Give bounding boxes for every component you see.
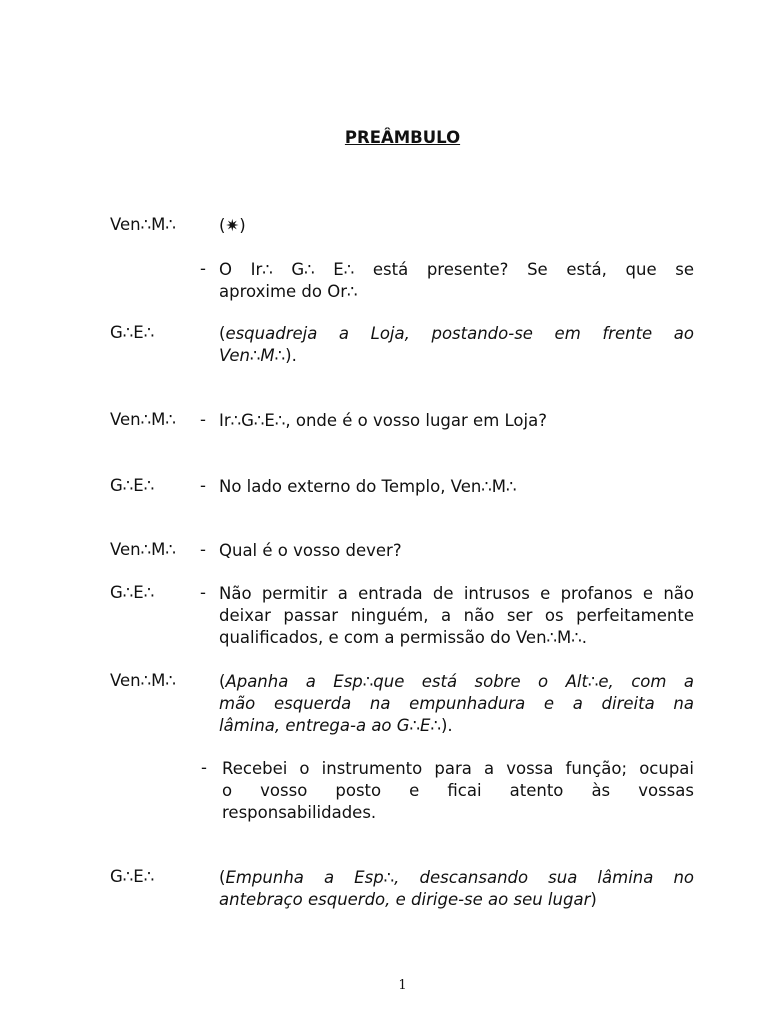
stage-direction: [219, 867, 694, 911]
stage-direction-line: Empunha a Esp∴, descansando sua lâmina no: [225, 868, 694, 887]
dialogue-line: No lado externo do Templo, Ven∴M∴: [219, 477, 517, 496]
page-number: 1: [398, 978, 407, 993]
stage-direction-line: mão esquerda na empunhadura e a direita na: [219, 694, 694, 713]
speaker-label: Ven∴M∴: [110, 671, 176, 690]
dialogue-dash: -: [200, 476, 206, 495]
stage-direction-line: Ven∴M∴: [219, 346, 286, 365]
stage-direction-line: Apanha a Esp∴que está sobre o Alt∴e, com a: [225, 672, 694, 691]
dialogue-dash: -: [200, 259, 206, 278]
speaker-label: G∴E∴: [110, 867, 155, 886]
speaker-label: Ven∴M∴: [110, 540, 176, 559]
speaker-label: G∴E∴: [110, 583, 155, 602]
paren-close: ).: [440, 716, 453, 735]
dialogue-dash: -: [200, 540, 206, 559]
stage-direction-line: lâmina, entrega-a ao G∴E∴: [219, 716, 441, 735]
dialogue-line: responsabilidades.: [222, 803, 377, 822]
dialogue-line: Não permitir a entrada de intrusos e profanos e não: [219, 584, 694, 603]
dialogue-text: [222, 758, 694, 824]
dialogue-line: O Ir∴ G∴ E∴ está presente? Se está, que se: [219, 260, 694, 279]
paren-open: (: [219, 672, 226, 691]
speaker-label: Ven∴M∴: [110, 410, 176, 429]
dialogue-line: Qual é o vosso dever?: [219, 541, 402, 560]
dialogue-line: qualificados, e com a permissão do Ven∴M∴.: [219, 628, 588, 647]
paren-close: ): [590, 890, 597, 909]
dialogue-line: o vosso posto e ficai atento às vossas: [222, 781, 694, 800]
stage-direction-line: esquadreja a Loja, postando-se em frente ao: [225, 324, 694, 343]
speaker-label: G∴E∴: [110, 323, 155, 342]
stage-direction: [219, 671, 694, 737]
dialogue-line: deixar passar ninguém, a não ser os perfeitamente: [219, 606, 694, 625]
stage-direction: [219, 323, 694, 367]
dialogue-dash: -: [200, 410, 206, 429]
dialogue-text: [219, 476, 694, 498]
dialogue-text: [219, 410, 694, 432]
dialogue-text: [219, 259, 694, 303]
speaker-label: G∴E∴: [110, 476, 155, 495]
dialogue-line: Recebei o instrumento para a vossa função; ocupai: [222, 759, 694, 778]
stage-direction-line: antebraço esquerdo, e dirige-se ao seu lugar: [219, 890, 591, 909]
paren-close: ).: [285, 346, 297, 365]
dialogue-dash: -: [201, 758, 207, 777]
dialogue-dash: -: [200, 583, 206, 602]
dialogue-line: aproxime do Or∴: [219, 282, 358, 301]
dialogue-text: [219, 583, 694, 649]
paren-open: (: [219, 868, 226, 887]
dialogue-text: [219, 540, 694, 562]
dialogue-line: Ir∴G∴E∴, onde é o vosso lugar em Loja?: [219, 411, 547, 430]
paren-open: (: [219, 324, 226, 343]
dialogue-line: (✷): [219, 216, 246, 235]
dialogue-text: [219, 215, 694, 237]
document-title: PREÂMBULO: [344, 128, 461, 147]
speaker-label: Ven∴M∴: [110, 215, 176, 234]
